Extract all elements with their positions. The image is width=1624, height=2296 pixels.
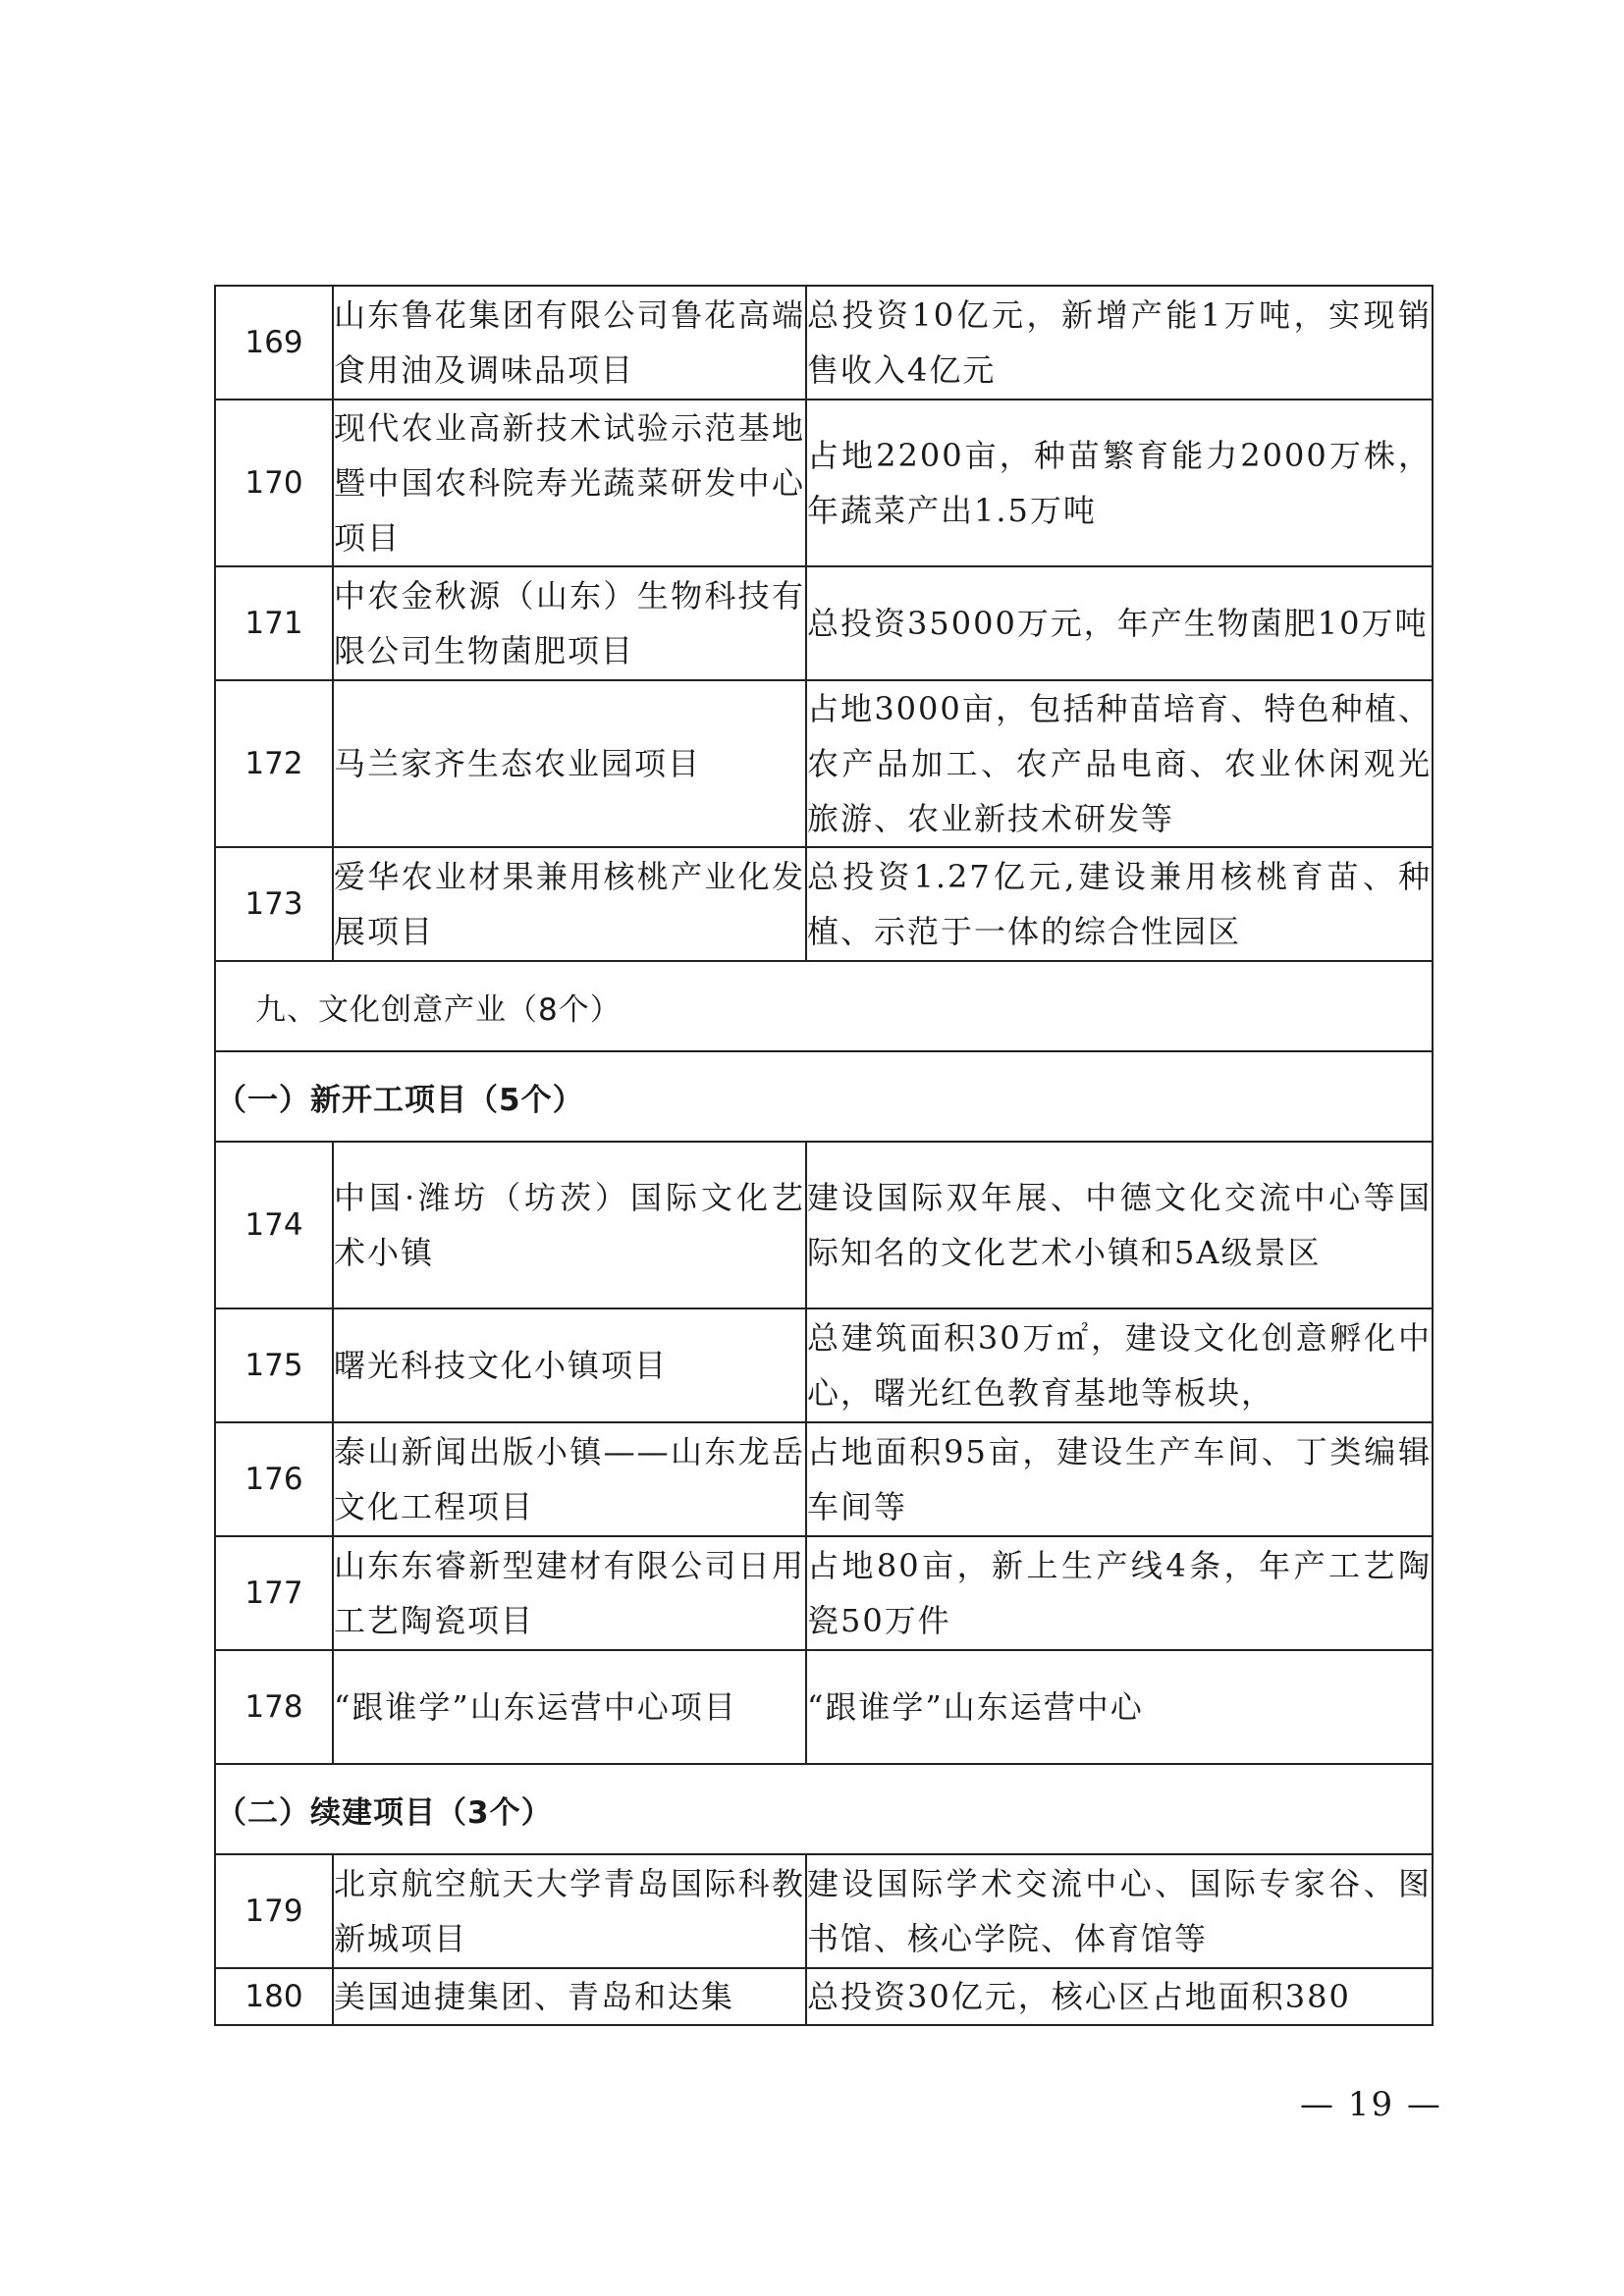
project-description: “跟谁学”山东运营中心 <box>806 1650 1433 1764</box>
project-name: 北京航空航天大学青岛国际科教新城项目 <box>333 1854 806 1968</box>
page-number: — 19 — <box>1300 2085 1442 2124</box>
row-number: 179 <box>215 1854 333 1968</box>
table-row <box>215 1536 1433 1650</box>
table-row <box>215 680 1433 847</box>
project-name: 泰山新闻出版小镇——山东龙岳文化工程项目 <box>333 1422 806 1536</box>
project-name: 中农金秋源（山东）生物科技有限公司生物菌肥项目 <box>333 566 806 680</box>
project-name: 现代农业高新技术试验示范基地暨中国农科院寿光蔬菜研发中心项目 <box>333 400 806 566</box>
project-description: 占地80亩，新上生产线4条，年产工艺陶瓷50万件 <box>806 1536 1433 1650</box>
subsection-row <box>215 1051 1433 1142</box>
table-row <box>215 847 1433 961</box>
subsection-heading: （二）续建项目（3个） <box>215 1764 1433 1854</box>
project-table-container <box>214 285 1432 2026</box>
project-description: 总投资30亿元，核心区占地面积380 <box>806 1968 1433 2025</box>
row-number: 180 <box>215 1968 333 2025</box>
row-number: 175 <box>215 1308 333 1422</box>
project-description: 总投资35000万元，年产生物菌肥10万吨 <box>806 566 1433 680</box>
row-number: 174 <box>215 1142 333 1308</box>
row-number: 172 <box>215 680 333 847</box>
project-description: 建设国际双年展、中德文化交流中心等国际知名的文化艺术小镇和5A级景区 <box>806 1142 1433 1308</box>
project-name: 曙光科技文化小镇项目 <box>333 1308 806 1422</box>
row-number: 169 <box>215 286 333 400</box>
table-row <box>215 286 1433 400</box>
project-name: 中国·潍坊（坊茨）国际文化艺术小镇 <box>333 1142 806 1308</box>
table-row <box>215 1968 1433 2025</box>
table-row <box>215 1422 1433 1536</box>
project-name: 山东鲁花集团有限公司鲁花高端食用油及调味品项目 <box>333 286 806 400</box>
project-name: 美国迪捷集团、青岛和达集 <box>333 1968 806 2025</box>
table-row <box>215 1308 1433 1422</box>
table-row <box>215 566 1433 680</box>
project-description: 建设国际学术交流中心、国际专家谷、图书馆、核心学院、体育馆等 <box>806 1854 1433 1968</box>
project-description: 占地3000亩，包括种苗培育、特色种植、农产品加工、农产品电商、农业休闲观光旅游、农业新技术研发等 <box>806 680 1433 847</box>
row-number: 171 <box>215 566 333 680</box>
project-description: 占地面积95亩，建设生产车间、丁类编辑车间等 <box>806 1422 1433 1536</box>
row-number: 177 <box>215 1536 333 1650</box>
row-number: 176 <box>215 1422 333 1536</box>
table-row <box>215 1854 1433 1968</box>
project-name: 马兰家齐生态农业园项目 <box>333 680 806 847</box>
table-row <box>215 1142 1433 1308</box>
row-number: 178 <box>215 1650 333 1764</box>
row-number: 173 <box>215 847 333 961</box>
table-row <box>215 1650 1433 1764</box>
subsection-row <box>215 1764 1433 1854</box>
project-description: 占地2200亩，种苗繁育能力2000万株，年蔬菜产出1.5万吨 <box>806 400 1433 566</box>
project-description: 总投资10亿元，新增产能1万吨，实现销售收入4亿元 <box>806 286 1433 400</box>
table-row <box>215 400 1433 566</box>
section-row <box>215 961 1433 1051</box>
section-heading: 九、文化创意产业（8个） <box>215 961 1433 1051</box>
project-name: 山东东睿新型建材有限公司日用工艺陶瓷项目 <box>333 1536 806 1650</box>
project-description: 总建筑面积30万㎡，建设文化创意孵化中心，曙光红色教育基地等板块， <box>806 1308 1433 1422</box>
row-number: 170 <box>215 400 333 566</box>
project-description: 总投资1.27亿元,建设兼用核桃育苗、种植、示范于一体的综合性园区 <box>806 847 1433 961</box>
project-table <box>214 285 1434 2026</box>
project-name: “跟谁学”山东运营中心项目 <box>333 1650 806 1764</box>
project-name: 爱华农业材果兼用核桃产业化发展项目 <box>333 847 806 961</box>
subsection-heading: （一）新开工项目（5个） <box>215 1051 1433 1142</box>
